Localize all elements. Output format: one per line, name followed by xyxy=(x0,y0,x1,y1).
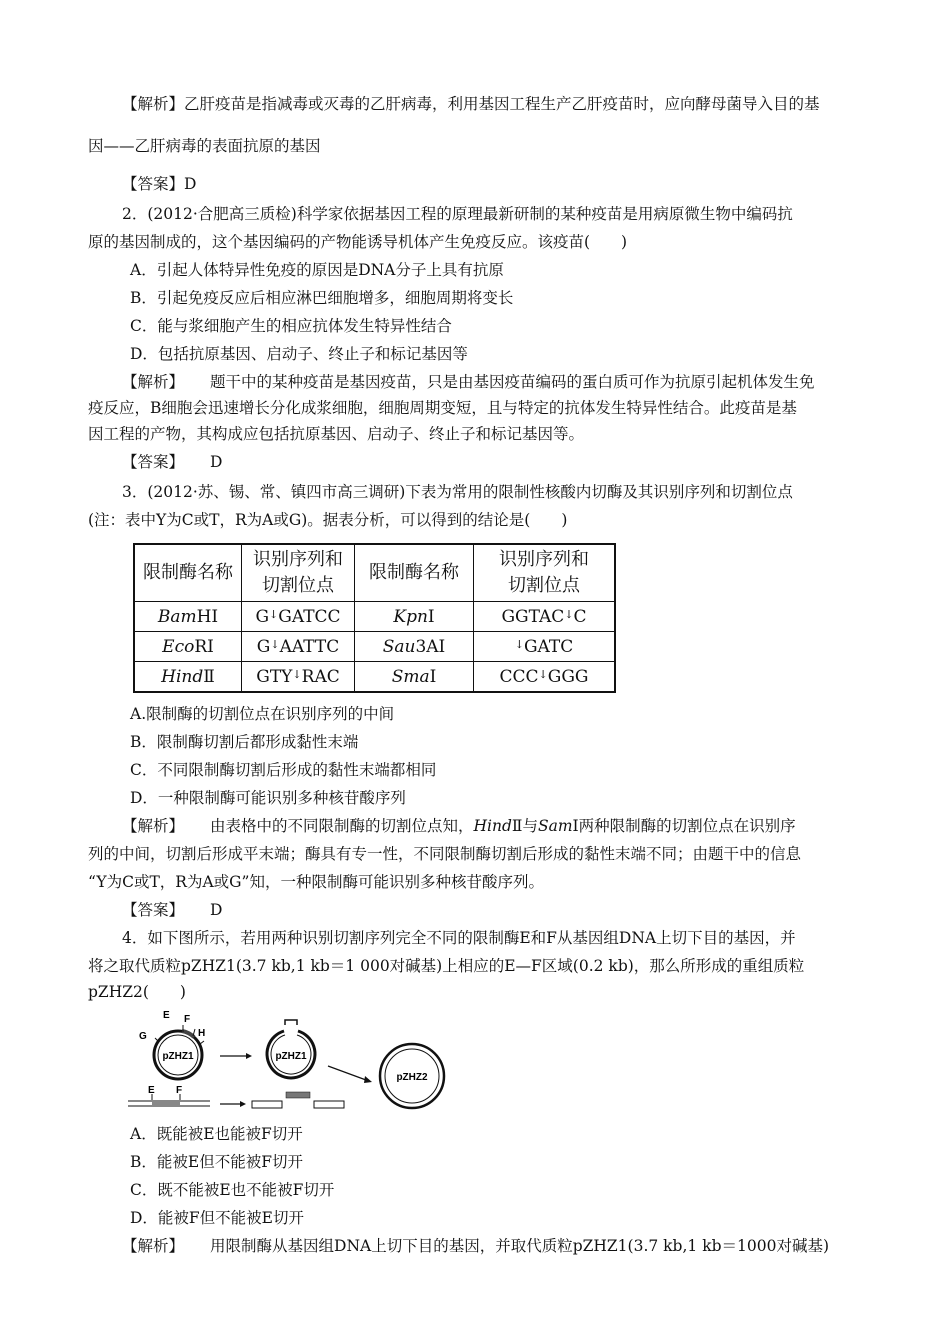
table-header-row xyxy=(134,544,615,602)
arrow-icon xyxy=(328,1066,366,1080)
q2-analysis-text1: 题干中的某种疫苗是基因疫苗，只是由基因疫苗编码的蛋白质可作为抗原引起机体发生免 xyxy=(210,373,815,391)
enzyme-name: BamHⅠ xyxy=(134,602,242,632)
q2-option-a: A．引起人体特异性免疫的原因是DNA分子上具有抗原 xyxy=(130,261,504,279)
q2-answer-value: D xyxy=(210,453,223,471)
enzyme-name: EcoRⅠ xyxy=(134,632,242,662)
recognition-site: G↓AATTC xyxy=(242,632,355,662)
q2-answer xyxy=(122,452,222,472)
q4-stem-line2: 将之取代质粒pZHZ1(3.7 kb,1 kb＝1 000对碱基)上相应的E—F区域(0.2 kb)，那么所形成的重组质粒 xyxy=(88,957,805,975)
q2-answer-label: 【答案】 xyxy=(122,453,185,471)
q1-answer: 【答案】D xyxy=(122,175,197,193)
arrow-head-icon xyxy=(364,1076,372,1083)
header-enzyme-name: 限制酶名称 xyxy=(134,544,242,602)
site-f-label: F xyxy=(184,1014,191,1025)
plasmid-diagram xyxy=(128,1008,458,1118)
q3-option-c: C．不同限制酶切割后形成的黏性末端都相同 xyxy=(130,761,437,779)
restriction-enzyme-table xyxy=(133,543,616,693)
recognition-site: CCC↓GGG xyxy=(474,662,616,693)
q3-analysis-label: 【解析】 xyxy=(122,817,185,835)
q3-stem-line2: (注：表中Y为C或T，R为A或G)。据表分析，可以得到的结论是( ) xyxy=(88,511,568,529)
q2-option-b: B．引起免疫反应后相应淋巴细胞增多，细胞周期将变长 xyxy=(130,289,514,307)
q3-option-d: D．一种限制酶可能识别多种核苷酸序列 xyxy=(130,789,406,807)
plasmid2-label: pZHZ1 xyxy=(275,1051,307,1062)
q2-option-c: C．能与浆细胞产生的相应抗体发生特异性结合 xyxy=(130,317,452,335)
q2-option-d: D．包括抗原基因、启动子、终止子和标记基因等 xyxy=(130,345,468,363)
q3-analysis-line1: 【解析】 由表格中的不同限制酶的切割位点知，HindⅡ与SamⅠ两种限制酶的切割位点在识别序 xyxy=(122,817,796,835)
recognition-site: ↓GATC xyxy=(474,632,616,662)
cut-arrow-icon: ↓ xyxy=(270,637,280,651)
enzyme-name: SmaⅠ xyxy=(355,662,474,693)
arrow-head-icon xyxy=(246,1053,252,1059)
q4-stem-line1: 4．如下图所示，若用两种识别切割序列完全不同的限制酶E和F从基因组DNA上切下目的基因，并 xyxy=(122,929,796,947)
q4-option-a: A．既能被E也能被F切开 xyxy=(130,1125,303,1143)
plasmid-pzhz1-original xyxy=(139,1010,205,1079)
q3-answer xyxy=(122,900,222,920)
q2-analysis-line3: 因工程的产物，其构成应包括抗原基因、启动子、终止子和标记基因等。 xyxy=(88,425,585,443)
recognition-site: G↓GATCC xyxy=(242,602,355,632)
table-row xyxy=(134,602,615,632)
cut-arrow-icon: ↓ xyxy=(269,607,279,621)
q4-option-d: D．能被F但不能被E切开 xyxy=(130,1209,304,1227)
recognition-site: GTY↓RAC xyxy=(242,662,355,693)
site-e-label: E xyxy=(163,1010,170,1021)
cut-arrow-icon: ↓ xyxy=(538,667,548,681)
q4-option-b: B．能被E但不能被F切开 xyxy=(130,1153,303,1171)
q3-option-b: B．限制酶切割后都形成黏性末端 xyxy=(130,733,359,751)
genomic-dna xyxy=(128,1085,210,1107)
enzyme-name: Sau3AⅠ xyxy=(355,632,474,662)
plasmid-pzhz1-cut xyxy=(267,1020,315,1078)
dna-site-f-label: F xyxy=(176,1085,183,1096)
q2-analysis-label: 【解析】 xyxy=(122,373,185,391)
q2-analysis-line1 xyxy=(122,372,815,392)
q3-stem-line1: 3．(2012·苏、锡、常、镇四市高三调研)下表为常用的限制性核酸内切酶及其识别序列和切割位点 xyxy=(122,483,793,501)
q3-answer-value: D xyxy=(210,901,223,919)
enzyme-name: HindⅡ xyxy=(134,662,242,693)
q4-analysis-label: 【解析】 xyxy=(122,1237,185,1255)
q4-stem-line3: pZHZ2( ) xyxy=(88,983,186,1001)
q2-stem-line2: 原的基因制成的，这个基因编码的产物能诱导机体产生免疫反应。该疫苗( ) xyxy=(88,233,628,251)
q4-analysis-line1: 【解析】 用限制酶从基因组DNA上切下目的基因，并取代质粒pZHZ1(3.7 kb,1 kb＝1000对碱基) xyxy=(122,1237,830,1255)
header-recognition-site: 识别序列和 切割位点 xyxy=(242,544,355,602)
table-row xyxy=(134,632,615,662)
site-g-label: G xyxy=(139,1031,147,1042)
dna-fragments xyxy=(252,1092,344,1108)
q3-analysis-line2: 列的中间，切割后形成平末端；酶具有专一性，不同限制酶切割后形成的黏性末端不同；由题干中的信息 xyxy=(88,845,802,863)
q1-analysis-line2: 因——乙肝病毒的表面抗原的基因 xyxy=(88,137,321,155)
arrow-head-icon xyxy=(240,1101,246,1107)
q2-stem-line1: 2．(2012·合肥高三质检)科学家依据基因工程的原理最新研制的某种疫苗是用病原微生物中编码抗 xyxy=(122,205,793,223)
table-row xyxy=(134,662,615,693)
dna-site-e-label: E xyxy=(148,1085,155,1096)
cut-arrow-icon: ↓ xyxy=(514,637,524,651)
q3-answer-label: 【答案】 xyxy=(122,901,185,919)
header-enzyme-name-2: 限制酶名称 xyxy=(355,544,474,602)
plasmid3-label: pZHZ2 xyxy=(396,1072,428,1083)
enzyme-name: KpnⅠ xyxy=(355,602,474,632)
q1-analysis-line1: 【解析】乙肝疫苗是指减毒或灭毒的乙肝病毒，利用基因工程生产乙肝疫苗时，应向酵母菌导入目的基 xyxy=(122,95,820,113)
q4-option-c: C．既不能被E也不能被F切开 xyxy=(130,1181,335,1199)
plasmid1-label: pZHZ1 xyxy=(162,1051,194,1062)
cut-arrow-icon: ↓ xyxy=(564,607,574,621)
q3-option-a: A.限制酶的切割位点在识别序列的中间 xyxy=(130,705,395,723)
cut-arrow-icon: ↓ xyxy=(292,667,302,681)
site-h-label: H xyxy=(198,1028,206,1039)
q2-analysis-line2: 疫反应，B细胞会迅速增长分化成浆细胞，细胞周期变短，且与特定的抗体发生特异性结合。此疫苗是基 xyxy=(88,399,797,417)
header-recognition-site-2: 识别序列和 切割位点 xyxy=(474,544,616,602)
recognition-site: GGTAC↓C xyxy=(474,602,616,632)
q3-analysis-line3: “Y为C或T，R为A或G”知，一种限制酶可能识别多种核苷酸序列。 xyxy=(88,873,544,891)
plasmid-pzhz2 xyxy=(380,1044,444,1108)
